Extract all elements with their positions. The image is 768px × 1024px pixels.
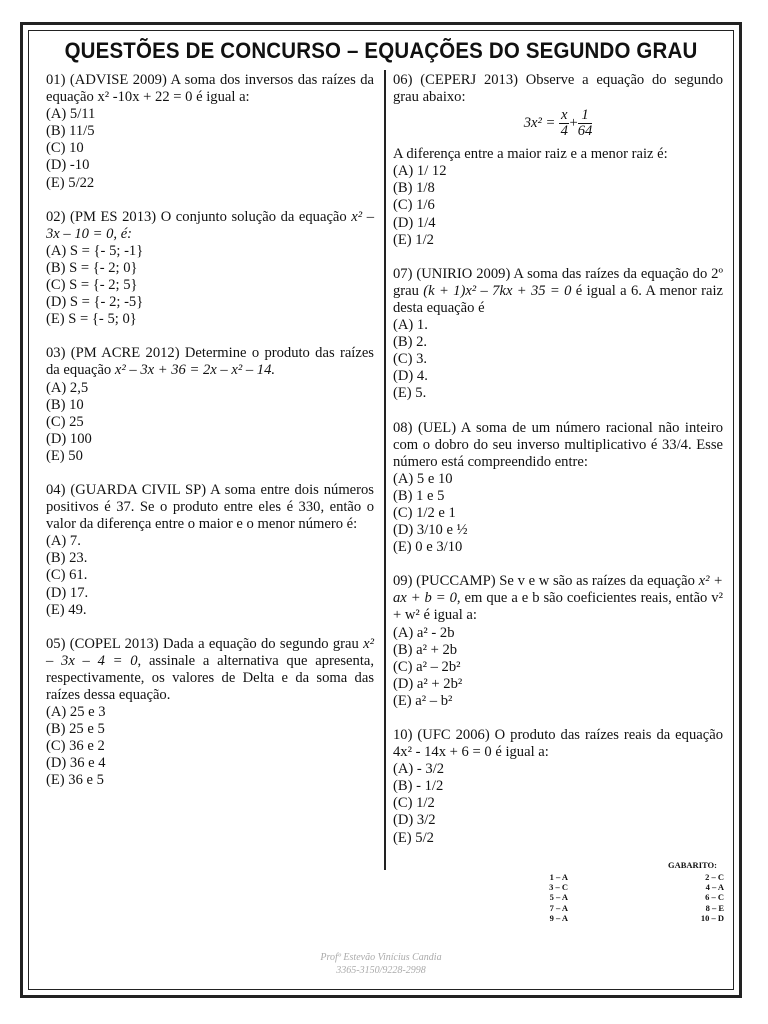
question-4-option-d: (D) 17.: [46, 584, 89, 601]
question-6-fraction-1-num: x: [561, 107, 568, 124]
question-7: [393, 266, 723, 403]
question-9-option-a: (A) a² - 2b: [393, 624, 455, 641]
question-8-option-b: (B) 1 e 5: [393, 487, 445, 504]
question-8-option-a: (A) 5 e 10: [393, 470, 453, 487]
question-2-equation: x² – 3x – 10 = 0, é:: [46, 208, 374, 242]
question-8-option-d: (D) 3/10 e ½: [393, 522, 468, 539]
answer-key-item: 3 – C: [549, 882, 568, 893]
question-3-equation: x² – 3x + 36 = 2x – x² – 14.: [114, 362, 276, 379]
answer-key-item: 9 – A: [549, 912, 568, 923]
question-3-stem: [46, 345, 374, 379]
question-6-option-c: (C) 1/6: [393, 197, 435, 214]
question-4-stem: 04) (GUARDA CIVIL SP) A soma entre dois números positivos é 37. Se o produto entre eles é 330, então o valor da diferença entre o maior e o menor número é:: [46, 481, 374, 533]
question-6-fraction-1-den: 4: [560, 123, 568, 140]
question-6-fraction-2: [578, 108, 593, 139]
question-7-equation: (k + 1)x² – 7kx + 35 = 0: [423, 282, 572, 299]
question-9-equation: x² + ax + b = 0: [393, 573, 723, 607]
question-10-stem: 10) (UFC 2006) O produto das raízes reais da equação 4x² - 14x + 6 = 0 é igual a:: [393, 727, 723, 761]
question-9-option-d: (D) a² + 2b²: [393, 675, 463, 692]
question-10-option-e: (E) 5/2: [393, 829, 434, 846]
question-10-option-a: (A) - 3/2: [393, 761, 445, 778]
question-2-option-d: (D) S = {- 2; -5}: [46, 294, 144, 311]
question-9: [393, 573, 723, 710]
question-2-option-a: (A) S = {- 5; -1}: [46, 242, 144, 259]
question-6-option-e: (E) 1/2: [393, 231, 434, 248]
question-4-option-a: (A) 7.: [46, 533, 81, 550]
question-7-option-e: (E) 5.: [393, 385, 427, 402]
question-1-stem: 01) (ADVISE 2009) A soma dos inversos das raízes da equação x² -10x + 22 = 0 é igual a:: [46, 72, 374, 106]
question-2-stem-text: 02) (PM ES 2013) O conjunto solução da equação: [46, 208, 347, 225]
question-3-option-c: (C) 25: [46, 413, 84, 430]
question-8-stem: 08) (UEL) A soma de um número racional não inteiro com o dobro do seu inverso multiplicativo é 33/4. Esse número está compreendido entre:: [393, 419, 723, 470]
page-title: QUESTÕES DE CONCURSO – EQUAÇÕES DO SEGUNDO GRAU: [64, 38, 698, 63]
question-9-option-b: (B) a² + 2b: [393, 641, 458, 658]
answer-key-item: 8 – E: [705, 902, 724, 913]
question-1-option-e: (E) 5/22: [46, 174, 95, 191]
question-9-stem-rest: , em que a e b são coeficientes reais, então v² + w² é igual a:: [393, 590, 723, 624]
question-1-option-d: (D) -10: [46, 157, 90, 174]
question-6-option-b: (B) 1/8: [393, 180, 435, 197]
question-1-option-a: (A) 5/11: [46, 106, 96, 123]
question-5-option-e: (E) 36 e 5: [46, 772, 104, 789]
question-10-option-b: (B) - 1/2: [393, 778, 444, 795]
question-6-option-d: (D) 1/4: [393, 214, 436, 231]
question-2: [46, 209, 374, 329]
question-6-eq-plus: +: [569, 115, 578, 132]
question-6-fraction-2-den: 64: [577, 123, 593, 140]
question-1-option-c: (C) 10: [46, 140, 84, 157]
question-1-option-b: (B) 11/5: [46, 123, 95, 140]
question-5-stem-text: 05) (COPEL 2013) Dada a equação do segundo grau: [46, 635, 359, 652]
question-4: [46, 482, 374, 619]
question-5-option-a: (A) 25 e 3: [46, 704, 106, 721]
question-9-option-e: (E) a² – b²: [393, 692, 453, 709]
question-7-stem-text: 07) (UNIRIO 2009) A soma das raízes da equação do 2º grau: [393, 265, 723, 299]
question-8-option-e: (E) 0 e 3/10: [393, 539, 463, 556]
answer-key-item: 1 – A: [549, 872, 568, 882]
question-9-stem-text: 09) (PUCCAMP) Se v e w são as raízes da equação: [393, 573, 695, 590]
question-6-eq-lhs: 3x² =: [523, 115, 556, 132]
answer-key-item: 5 – A: [549, 892, 568, 903]
question-6-equation: [393, 108, 723, 146]
question-4-option-b: (B) 23.: [46, 550, 88, 567]
answer-key-item: 4 – A: [705, 882, 724, 893]
answer-key-left: [536, 872, 568, 923]
question-5: [46, 636, 374, 790]
question-5-option-b: (B) 25 e 5: [46, 721, 105, 738]
question-10-option-d: (D) 3/2: [393, 812, 436, 829]
question-7-option-d: (D) 4.: [393, 368, 428, 385]
question-2-option-c: (C) S = {- 2; 5}: [46, 277, 138, 294]
question-6-fraction-1: [559, 108, 569, 139]
question-6-fraction-2-num: 1: [578, 108, 593, 124]
question-3: [46, 345, 374, 465]
question-6-stem-2: A diferença entre a maior raiz e a menor raiz é:: [393, 146, 668, 163]
column-divider: [384, 70, 386, 870]
question-4-option-c: (C) 61.: [46, 567, 88, 584]
question-3-option-b: (B) 10: [46, 396, 84, 413]
answer-key-item: 6 – C: [705, 892, 724, 903]
question-3-option-d: (D) 100: [46, 430, 92, 447]
footer-author: Profº Estevão Vinícius Candia: [320, 952, 442, 963]
question-3-option-e: (E) 50: [46, 447, 83, 464]
question-7-option-c: (C) 3.: [393, 351, 428, 368]
left-column: [46, 72, 374, 807]
question-5-stem: [46, 636, 374, 704]
question-6-stem: 06) (CEPERJ 2013) Observe a equação do segundo grau abaixo:: [393, 72, 723, 106]
question-9-option-c: (C) a² – 2b²: [393, 658, 461, 675]
answer-key-item: 7 – A: [549, 902, 568, 913]
question-1: [46, 72, 374, 192]
question-10-option-c: (C) 1/2: [393, 795, 435, 812]
question-4-option-e: (E) 49.: [46, 601, 87, 618]
question-3-stem-text: 03) (PM ACRE 2012) Determine o produto das raízes da equação: [46, 345, 374, 379]
question-5-stem-rest: , assinale a alternativa que apresenta, respectivamente, os valores de Delta e da soma das raízes dessa equação.: [46, 652, 374, 703]
question-9-stem: [393, 573, 723, 624]
question-8-option-c: (C) 1/2 e 1: [393, 504, 456, 521]
question-5-equation: x² – 3x – 4 = 0: [46, 635, 374, 669]
right-column: [393, 72, 723, 864]
answer-key-title: GABARITO:: [668, 860, 717, 870]
footer-phone: 3365-3150/9228-2998: [336, 965, 426, 976]
question-7-option-b: (B) 2.: [393, 334, 428, 351]
question-2-option-b: (B) S = {- 2; 0}: [46, 259, 138, 276]
question-5-option-c: (C) 36 e 2: [46, 738, 105, 755]
question-10: [393, 727, 723, 847]
question-6-option-a: (A) 1/ 12: [393, 163, 447, 180]
question-7-stem-rest: é igual a 6. A menor raiz desta equação é: [393, 282, 724, 316]
question-3-option-a: (A) 2,5: [46, 379, 89, 396]
question-8: [393, 420, 723, 557]
question-2-option-e: (E) S = {- 5; 0}: [46, 311, 137, 328]
answer-key-item: 2 – C: [705, 872, 724, 882]
answer-key-item: 10 – D: [700, 912, 724, 923]
question-6: [393, 72, 723, 249]
question-2-stem: [46, 209, 374, 243]
question-7-stem: [393, 266, 723, 317]
answer-key-right: [690, 872, 724, 923]
question-7-option-a: (A) 1.: [393, 317, 428, 334]
question-5-option-d: (D) 36 e 4: [46, 755, 106, 772]
